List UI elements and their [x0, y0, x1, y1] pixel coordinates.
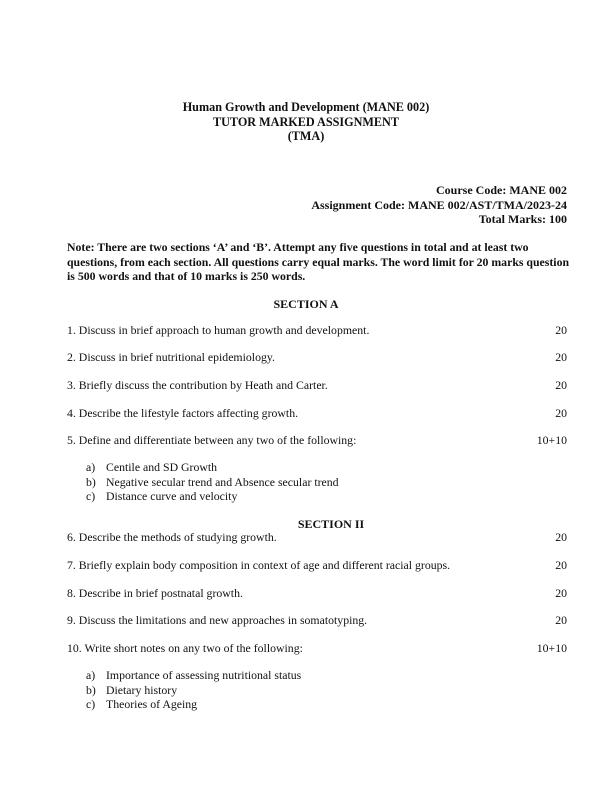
option-text: Theories of Ageing	[106, 697, 198, 711]
course-code: Course Code: MANE 002	[436, 183, 567, 197]
question-text: 2. Discuss in brief nutritional epidemiology.	[67, 350, 275, 364]
option-label: c)	[86, 697, 96, 711]
option-item	[86, 489, 339, 504]
option-text: Negative secular trend and Absence secular trend	[106, 474, 339, 489]
total-marks: Total Marks: 100	[478, 212, 567, 226]
option-label: a)	[86, 460, 96, 474]
assignment-abbrev: (TMA)	[287, 129, 325, 143]
question-marks: 20	[555, 586, 567, 600]
option-item	[86, 460, 339, 475]
section-a-heading: SECTION A	[273, 297, 339, 311]
option-item	[86, 683, 301, 698]
question-text: 8. Describe in brief postnatal growth.	[67, 586, 243, 600]
question-text: 7. Briefly explain body composition in context of age and different racial groups.	[67, 558, 451, 572]
option-item	[86, 475, 339, 490]
question-10-options	[86, 668, 301, 712]
question-marks: 20	[555, 530, 567, 544]
question-marks: 10+10	[536, 433, 567, 447]
question-text: 6. Describe the methods of studying growth.	[67, 530, 277, 544]
question-marks: 20	[555, 613, 567, 627]
assignment-type: TUTOR MARKED ASSIGNMENT	[212, 114, 399, 129]
option-label: c)	[86, 489, 96, 503]
option-label: b)	[86, 474, 96, 489]
question-text: 3. Briefly discuss the contribution by Heath and Carter.	[67, 378, 328, 392]
assignment-code: Assignment Code: MANE 002/AST/TMA/2023-24	[311, 197, 567, 212]
question-marks: 20	[555, 378, 567, 392]
question-marks: 20	[555, 323, 567, 337]
question-text: 5. Define and differentiate between any two of the following:	[67, 433, 357, 447]
question-marks: 20	[555, 558, 567, 572]
option-text: Centile and SD Growth	[106, 460, 218, 474]
question-text: 9. Discuss the limitations and new approaches in somatotyping.	[67, 613, 368, 627]
question-text: 10. Write short notes on any two of the following:	[67, 641, 303, 655]
instructions-note: Note: There are two sections ‘A’ and ‘B’. Attempt any five questions in total and at least two questions, from each section. All questions carry equal marks. The word limit for 20 marks question is 500 words and that of 10 marks is 250 words.	[67, 240, 570, 283]
question-marks: 10+10	[536, 641, 567, 655]
option-text: Importance of assessing nutritional status	[106, 668, 302, 682]
question-marks: 20	[555, 350, 567, 364]
option-text: Dietary history	[106, 682, 178, 697]
section-ii-heading: SECTION II	[297, 517, 365, 531]
course-title: Human Growth and Development (MANE 002)	[182, 100, 430, 114]
option-text: Distance curve and velocity	[106, 489, 238, 503]
course-codes-block	[311, 183, 567, 227]
option-item	[86, 668, 301, 683]
option-label: a)	[86, 668, 96, 682]
question-5-options	[86, 460, 339, 504]
option-label: b)	[86, 682, 96, 697]
question-marks: 20	[555, 406, 567, 420]
question-text: 4. Describe the lifestyle factors affecting growth.	[67, 406, 299, 420]
document-title-block	[0, 100, 612, 144]
option-item	[86, 697, 301, 712]
question-text: 1. Discuss in brief approach to human growth and development.	[67, 323, 370, 337]
